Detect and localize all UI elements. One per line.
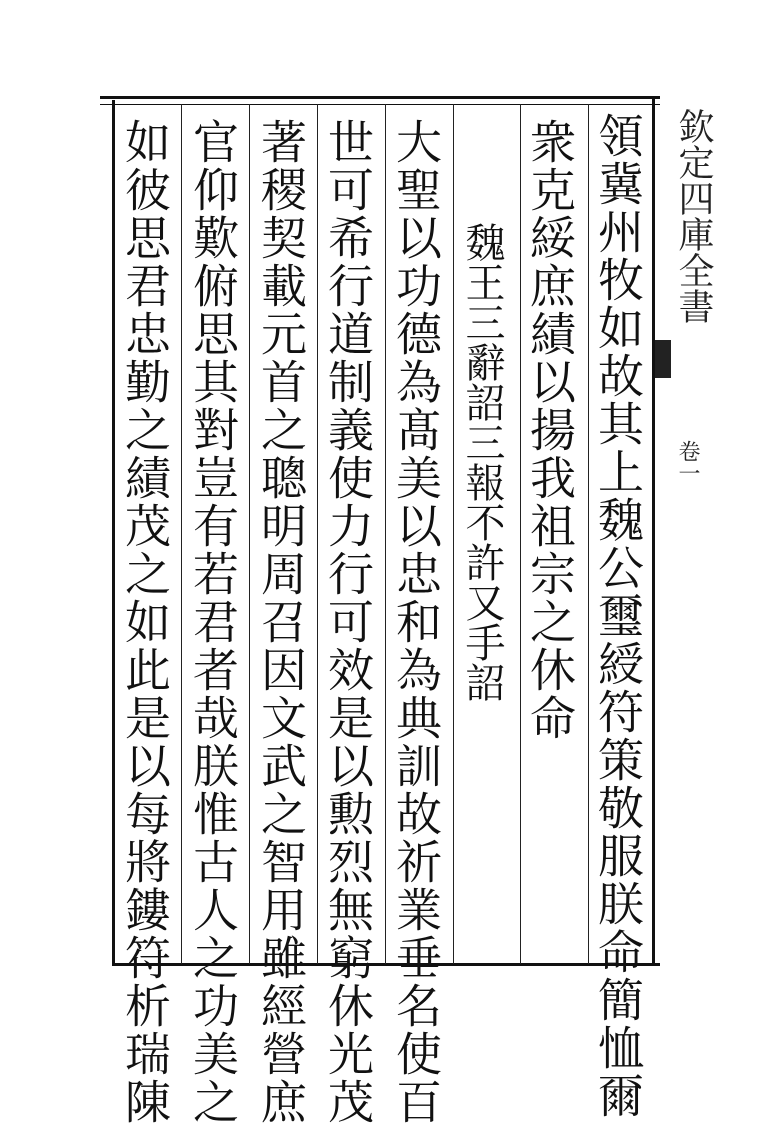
column-divider [385, 104, 386, 964]
column-divider [453, 104, 454, 964]
edict-heading: 魏王三辭詔三報不許又手詔 [459, 222, 505, 702]
column-divider [520, 104, 521, 964]
top-border [100, 96, 660, 99]
book-title-margin: 欽定四庫全書 [673, 108, 714, 324]
column-divider [588, 104, 589, 964]
top-border-inner [100, 104, 660, 105]
text-column-8: 如彼思君忠勤之績茂之如此是以每將鏤符析瑞陳 [118, 118, 172, 1126]
text-column-7: 官仰歎俯思其對豈有若君者哉朕惟古人之功美之 [186, 118, 240, 1126]
volume-label: 卷一 [675, 440, 700, 484]
left-border [112, 100, 115, 966]
right-border [652, 96, 655, 966]
column-divider [181, 104, 182, 964]
column-divider [249, 104, 250, 964]
text-column-2: 衆克綏庶績以揚我祖宗之休命 [523, 118, 577, 742]
text-column-6: 著稷契載元首之聰明周召因文武之智用雖經營庶 [254, 118, 308, 1126]
text-column-1: 領冀州牧如故其上魏公璽綬符策敬服朕命簡恤爾 [591, 112, 645, 1120]
column-divider [317, 104, 318, 964]
text-column-5: 世可希行道制義使力行可效是以勲烈無窮休光茂 [321, 118, 375, 1126]
text-column-4: 大聖以功德為髙美以忠和為典訓故祈業垂名使百 [389, 118, 443, 1126]
fish-tail-mark [655, 340, 671, 378]
